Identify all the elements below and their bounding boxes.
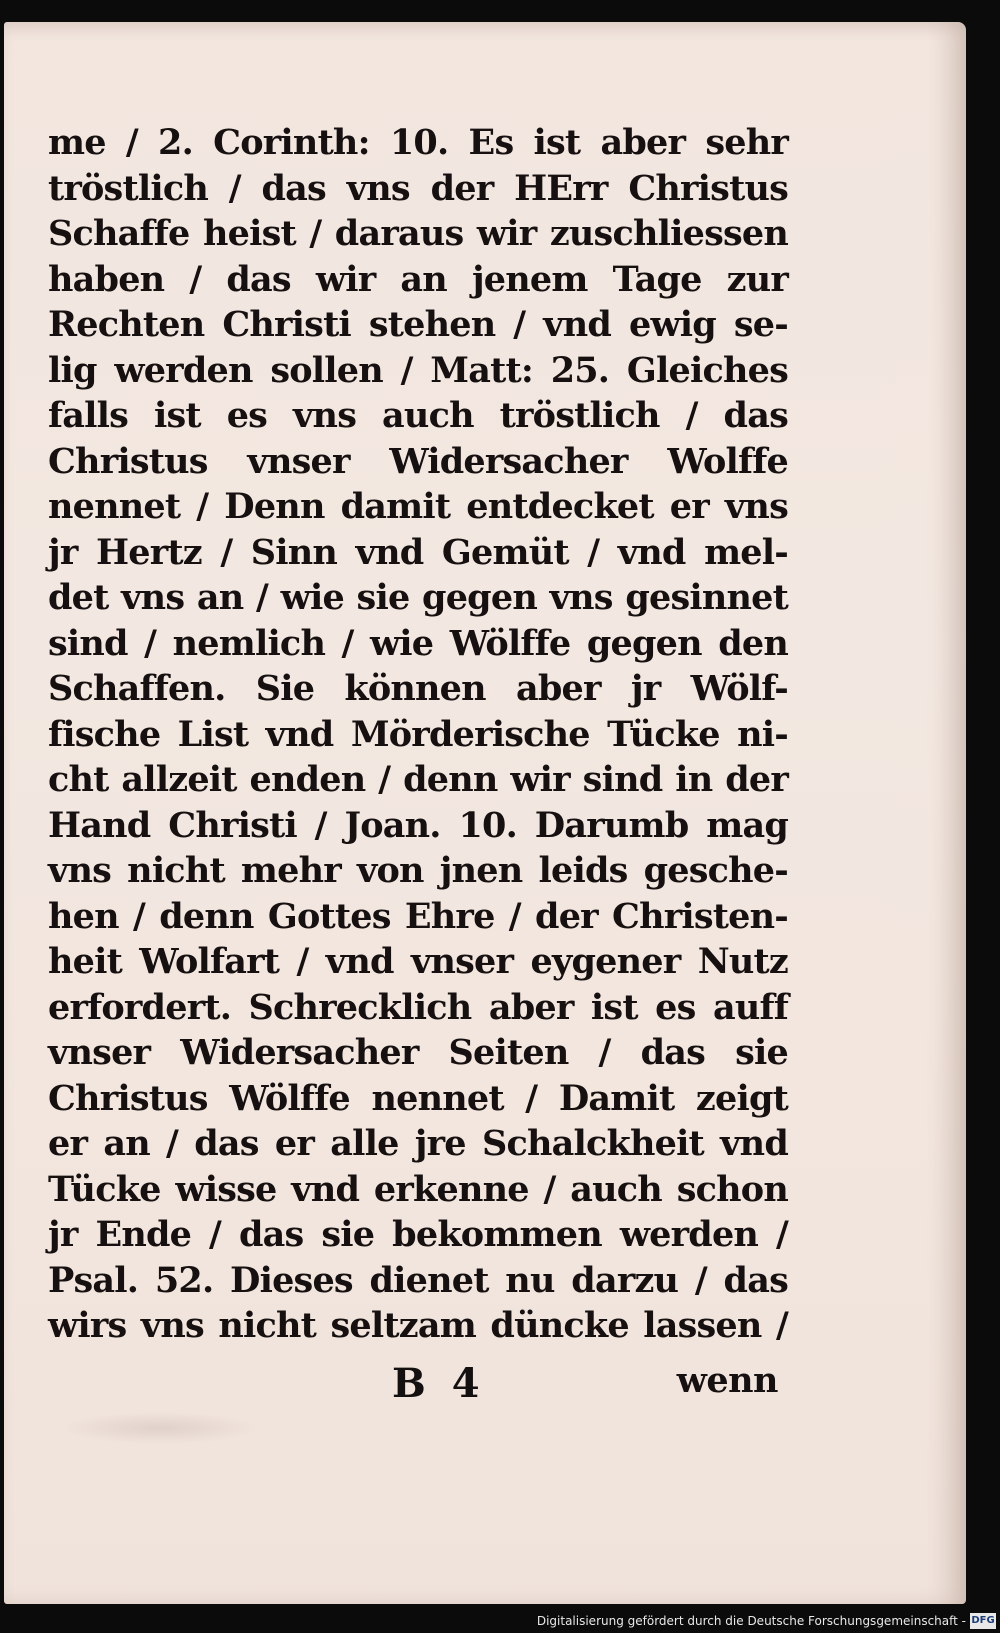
text-line: er an / das er alle jre Schalckheit vnd — [48, 1123, 788, 1164]
text-line: Rechten Christi stehen / vnd ewig se- — [48, 304, 788, 345]
dfg-logo: DFG — [970, 1613, 996, 1629]
bleed-through-stain — [60, 1412, 260, 1444]
text-line: vnser Widersacher Seiten / das sie — [48, 1032, 788, 1073]
text-line: sind / nemlich / wie Wölffe gegen den — [48, 622, 788, 664]
text-line: fische List vnd Mörderische Tücke ni- — [48, 713, 788, 755]
text-line: vns nicht mehr von jnen leids gesche- — [48, 850, 788, 891]
book-page — [4, 22, 966, 1604]
text-line: Tücke wisse vnd erkenne / auch schon — [48, 1168, 788, 1210]
text-line: cht allzeit enden / denn wir sind in der — [48, 759, 788, 800]
text-line: Schaffen. Sie können aber jr Wölf- — [48, 668, 788, 709]
text-line: Schaffe heist / daraus wir zuschliessen — [48, 213, 788, 254]
text-line: erfordert. Schrecklich aber ist es auff — [48, 986, 788, 1028]
text-line: lig werden sollen / Matt: 25. Gleiches — [48, 349, 788, 391]
text-line: jr Ende / das sie bekommen werden / — [48, 1214, 788, 1255]
text-line: Psal. 52. Dieses dienet nu darzu / das — [48, 1259, 788, 1301]
text-line: me / 2. Corinth: 10. Es ist aber sehr — [48, 122, 788, 163]
text-line: Christus vnser Widersacher Wolffe — [48, 440, 788, 482]
text-line: Christus Wölffe nennet / Damit zeigt — [48, 1077, 788, 1119]
catchword: wenn — [676, 1360, 778, 1401]
text-line: det vns an / wie sie gegen vns gesinnet — [48, 577, 788, 618]
text-line: wirs vns nicht seltzam düncke lassen / — [48, 1305, 788, 1346]
text-line: tröstlich / das vns der HErr Christus — [48, 167, 788, 209]
text-line: jr Hertz / Sinn vnd Gemüt / vnd mel- — [48, 531, 788, 573]
text-line: heit Wolfart / vnd vnser eygener Nutz — [48, 941, 788, 982]
digitization-credit: Digitalisierung gefördert durch die Deutsche Forschungsgemeinschaft - — [536, 1614, 966, 1628]
text-line: nennet / Denn damit entdecket er vns — [48, 486, 788, 527]
text-line: hen / denn Gottes Ehre / der Christen- — [48, 895, 788, 937]
text-line: haben / das wir an jenem Tage zur — [48, 258, 788, 300]
page-text — [48, 120, 788, 1349]
text-line: Hand Christi / Joan. 10. Darumb mag — [48, 804, 788, 846]
signature-mark: B 4 — [392, 1360, 486, 1407]
text-line: falls ist es vns auch tröstlich / das — [48, 395, 788, 436]
